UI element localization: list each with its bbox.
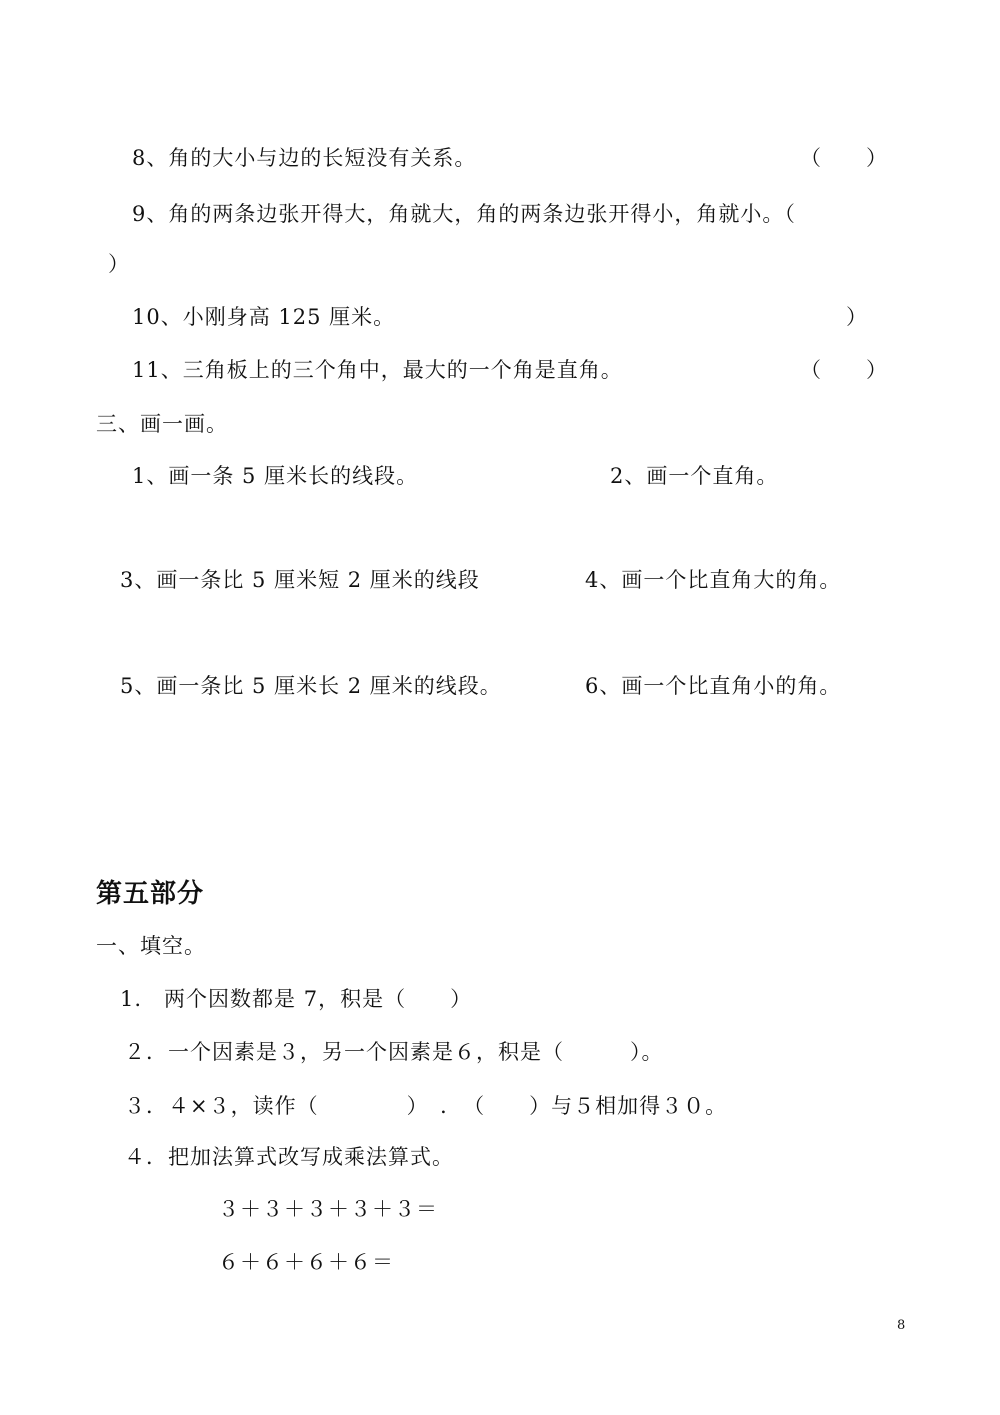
fill-question-2: ２．一个因素是３，另一个因素是６，积是（ ）。 [124, 1040, 664, 1064]
question-8: 8、角的大小与边的长短没有关系。 [132, 146, 477, 170]
question-9-answer-paren: ） [108, 252, 130, 276]
page-number: 8 [897, 1318, 907, 1333]
fill-question-1: 1. 两个因数都是 7，积是（ ） [120, 987, 473, 1011]
draw-item-2: 2、画一个直角。 [610, 464, 779, 488]
question-11: 11、三角板上的三个角中，最大的一个角是直角。 [132, 358, 623, 382]
draw-item-3: 3、画一条比 5 厘米短 2 厘米的线段 [120, 568, 480, 592]
fill-question-4: ４．把加法算式改写成乘法算式。 [124, 1145, 454, 1169]
draw-section-heading: 三、画一画。 [96, 412, 228, 436]
question-8-answer-paren: （ ） [800, 146, 888, 170]
question-11-answer-paren: （ ） [800, 358, 888, 382]
draw-item-5: 5、画一条比 5 厘米长 2 厘米的线段。 [120, 674, 502, 698]
question-10: 10、小刚身高 125 厘米。 [132, 305, 396, 329]
part-five-title: 第五部分 [96, 879, 205, 909]
question-10-answer-paren: ） [846, 305, 868, 329]
addition-equation-2: ６＋６＋６＋６＝ [218, 1250, 394, 1274]
draw-item-6: 6、画一个比直角小的角。 [585, 674, 842, 698]
draw-item-4: 4、画一个比直角大的角。 [585, 568, 842, 592]
fill-section-heading: 一、填空。 [96, 934, 206, 958]
addition-equation-1: ３＋３＋３＋３＋３＝ [218, 1197, 438, 1221]
fill-question-3: ３．４×３，读作（ ） ． （ ）与５相加得３０。 [124, 1094, 728, 1118]
draw-item-1: 1、画一条 5 厘米长的线段。 [132, 464, 419, 488]
question-9: 9、角的两条边张开得大，角就大，角的两条边张开得小，角就小。（ [132, 202, 796, 226]
